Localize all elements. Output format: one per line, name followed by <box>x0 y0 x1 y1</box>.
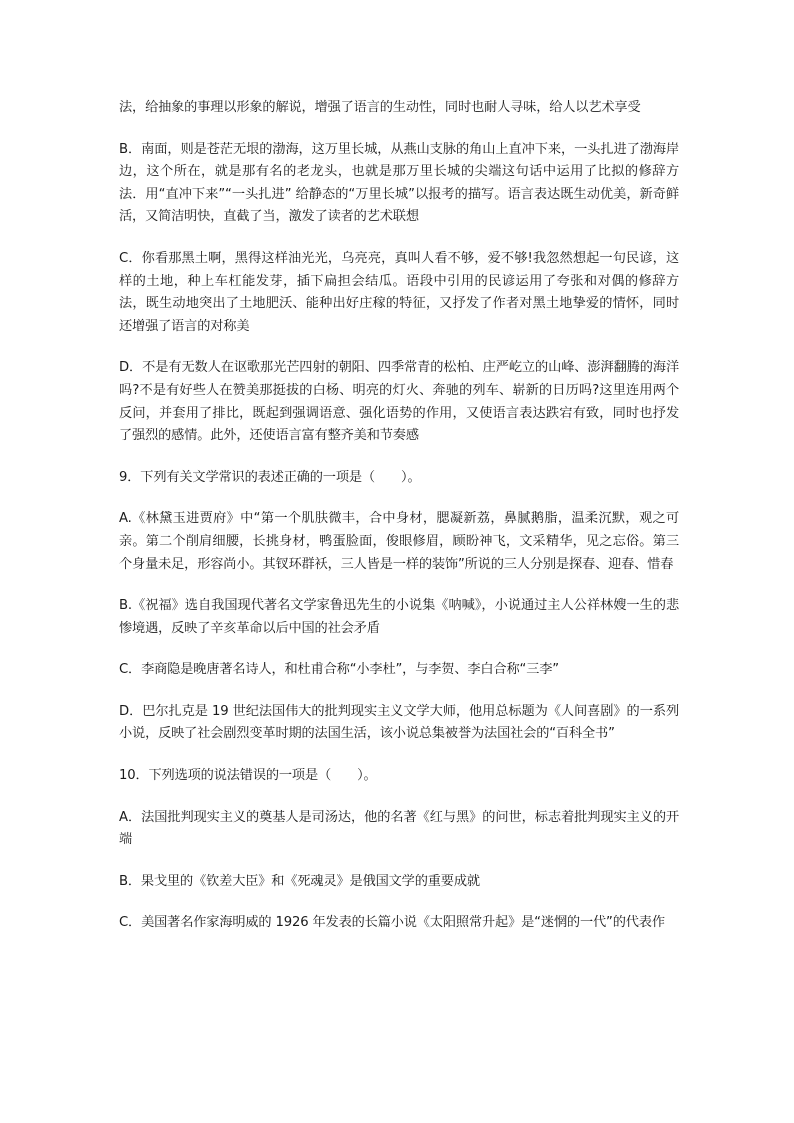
q10-option-b: B．果戈里的《钦差大臣》和《死魂灵》是俄国文学的重要成就 <box>119 873 480 889</box>
q8-option-c: C．你看那黑土啊，黑得这样油光光，乌亮亮，真叫人看不够，爱不够!我忽然想起一句民谚，这样的土地，种上车杠能发芽，插下扁担会结瓜。语段中引用的民谚运用了夸张和对偶的修辞方法，既生动地突出了土地肥沃、能种出好庄稼的特征，又抒发了作者对黑土地挚爱的情怀，同时还增强了语言的对称美 <box>119 250 679 334</box>
q10-option-c: C．美国著名作家海明威的 1926 年发表的长篇小说《太阳照常升起》是“迷惘的一代”的代表作 <box>119 915 665 931</box>
q9-option-b: B.《祝福》选自我国现代著名文学家鲁迅先生的小说集《呐喊》，小说通过主人公祥林嫂一生的悲惨境遇，反映了辛亥革命以后中国的社会矛盾 <box>119 598 679 636</box>
question-9: 9．下列有关文学常识的表述正确的一项是（ ）。 <box>119 469 421 485</box>
q9-option-c: C．李商隐是晚唐著名诗人，和杜甫合称“小李杜”，与李贺、李白合称“三李” <box>119 662 559 678</box>
q9-option-d: D．巴尔扎克是 19 世纪法国伟大的批判现实主义文学大师，他用总标题为《人间喜剧》的一系列小说，反映了社会剧烈变革时期的法国生活，该小说总集被誉为法国社会的“百科全书” <box>119 703 679 742</box>
document-body <box>119 97 679 954</box>
q9-option-a: A.《林黛玉进贾府》中“第一个肌肤微丰，合中身材，腮凝新荔，鼻腻鹅脂，温柔沉默，观之可亲。第二个削肩细腰，长挑身材，鸭蛋脸面，俊眼修眉，顾盼神飞，文采精华，见之忘俗。第三个身量未足，形容尚小。其钗环群袄，三人皆是一样的装饰”所说的三人分别是探春、迎春、惜春 <box>119 511 679 572</box>
q8-option-d: D．不是有无数人在讴歌那光芒四射的朝阳、四季常青的松柏、庄严屹立的山峰、澎湃翻腾的海洋吗?不是有好些人在赞美那挺拔的白杨、明亮的灯火、奔驰的列车、崭新的日历吗?这里连用两个反问，并套用了排比，既起到强调语意、强化语势的作用，又使语言表达跌宕有致，同时也抒发了强烈的感情。此外，还使语言富有整齐美和节奏感 <box>119 360 679 444</box>
q10-option-a: A．法国批判现实主义的奠基人是司汤达，他的名著《红与黑》的问世，标志着批判现实主义的开端 <box>119 809 679 848</box>
paragraph-continuation: 法，给抽象的事理以形象的解说，增强了语言的生动性，同时也耐人寻味，给人以艺术享受 <box>119 100 641 115</box>
question-10: 10．下列选项的说法错误的一项是（ ）。 <box>119 768 377 784</box>
q8-option-b: B．南面，则是苍茫无垠的渤海，这万里长城，从燕山支脉的角山上直冲下来，一头扎进了渤海岸边，这个所在，就是那有名的老龙头，也就是那万里长城的尖端这句话中运用了比拟的修辞方法．用“直冲下来”“一头扎进” 给静态的“万里长城”以报考的描写。语言表达既生动优美，新奇鲜活，又简洁明快，直截了当，激发了读者的艺术联想 <box>119 141 679 225</box>
